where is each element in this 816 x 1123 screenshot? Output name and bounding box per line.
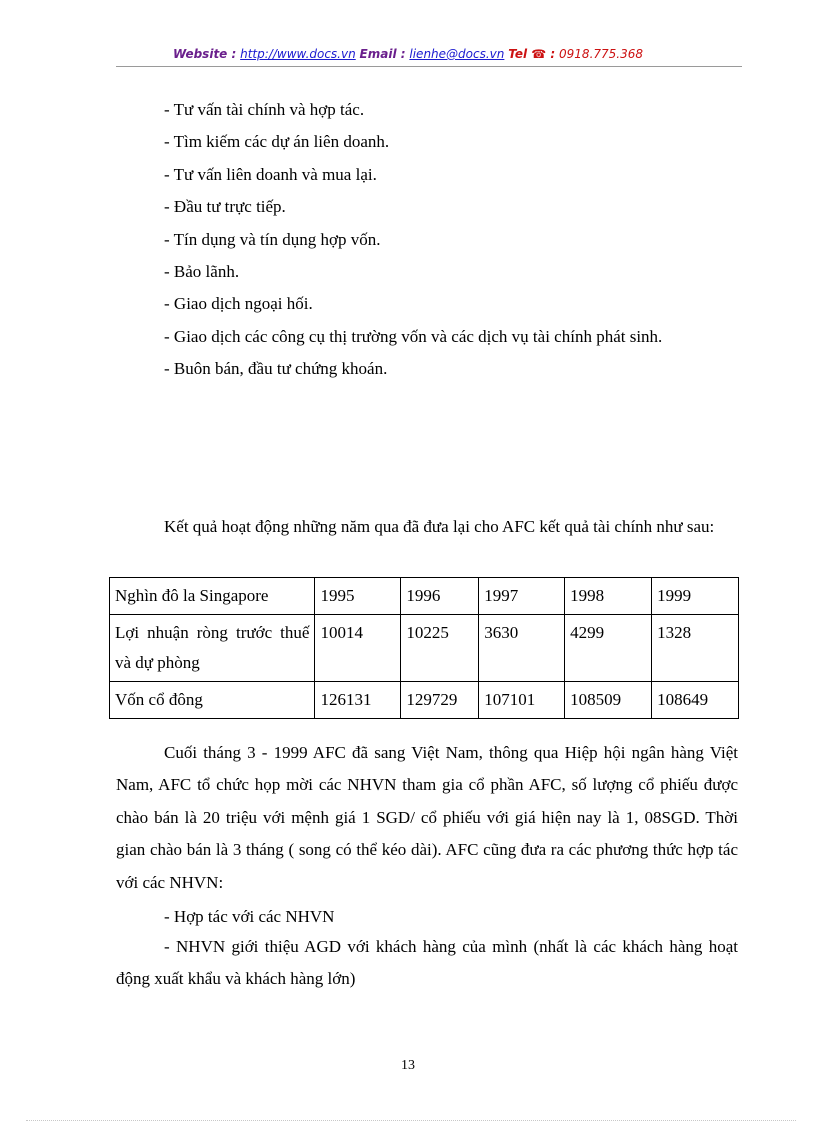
list-item: - Giao dịch các công cụ thị trường vốn và các dịch vụ tài chính phát sinh. (164, 326, 663, 346)
list-item: - Buôn bán, đầu tư chứng khoán. (164, 359, 388, 379)
tel-value: 0918.775.368 (559, 47, 644, 61)
table-cell: 108649 (652, 682, 739, 719)
website-link[interactable]: http://www.docs.vn (240, 47, 356, 61)
table-cell: 4299 (565, 615, 652, 682)
list-item: - Đầu tư trực tiếp. (164, 197, 286, 217)
table-cell: Vốn cổ đông (110, 682, 315, 719)
table-header-row (110, 578, 739, 615)
cooperation-item: - Hợp tác với các NHVN (164, 907, 335, 926)
table-cell: 107101 (479, 682, 565, 719)
table-cell: Lợi nhuận ròng trước thuế và dự phòng (110, 615, 315, 682)
website-label: Website : (172, 47, 237, 61)
table-cell: 3630 (479, 615, 565, 682)
services-list (164, 96, 662, 388)
intro-text: Kết quả hoạt động những năm qua đã đưa lại cho AFC kết quả tài chính như sau: (164, 517, 715, 536)
email-link[interactable]: lienhe@docs.vn (409, 47, 505, 61)
list-item: - Tìm kiếm các dự án liên doanh. (164, 132, 390, 152)
table-header-cell: 1996 (401, 578, 479, 615)
page-header (0, 47, 816, 61)
table-header-cell: 1997 (479, 578, 565, 615)
nhvn-text: - NHVN giới thiệu AGD với khách hàng của mình (nhất là các khách hàng hoạt động xuất khẩu và khách hàng lớn) (116, 937, 738, 989)
financial-results-table (109, 577, 739, 719)
list-item: - Giao dịch ngoại hối. (164, 294, 313, 314)
table-row (110, 615, 739, 682)
list-item: - Tư vấn liên doanh và mua lại. (164, 164, 377, 184)
table-cell: 10014 (315, 615, 401, 682)
list-item: - Tư vấn tài chính và hợp tác. (164, 100, 365, 119)
afc-vietnam-text: Cuối tháng 3 - 1999 AFC đã sang Việt Nam, thông qua Hiệp hội ngân hàng Việt Nam, AFC tổ chức họp mời các NHVN tham gia cổ phần AFC, số lượng cổ phiếu được chào bán là 20 triệu với mệnh giá 1 SGD/ cổ phiếu với giá hiện nay là 1, 08SGD. Thời gian chào bán là 3 tháng ( song có thể kéo dài). AFC cũng đưa ra các phương thức hợp tác với các NHVN: (116, 743, 738, 892)
page-number: 13 (401, 1058, 415, 1073)
table-cell: 108509 (565, 682, 652, 719)
footer-divider (26, 1120, 796, 1121)
intro-paragraph (116, 511, 738, 543)
tel-label: Tel ☎ : (508, 47, 556, 61)
table-cell: 10225 (401, 615, 479, 682)
table-cell: 129729 (401, 682, 479, 719)
table-row (110, 682, 739, 719)
list-item: - Tín dụng và tín dụng hợp vốn. (164, 229, 381, 249)
table-header-cell: 1995 (315, 578, 401, 615)
table-cell: 126131 (315, 682, 401, 719)
header-divider (116, 66, 742, 67)
table-header-cell: 1999 (652, 578, 739, 615)
table-header-cell: 1998 (565, 578, 652, 615)
nhvn-paragraph (116, 931, 738, 996)
table-cell: 1328 (652, 615, 739, 682)
list-item: - Bảo lãnh. (164, 261, 240, 281)
afc-vietnam-paragraph (116, 737, 738, 899)
table-header-cell: Nghìn đô la Singapore (110, 578, 315, 615)
email-label: Email : (359, 47, 406, 61)
